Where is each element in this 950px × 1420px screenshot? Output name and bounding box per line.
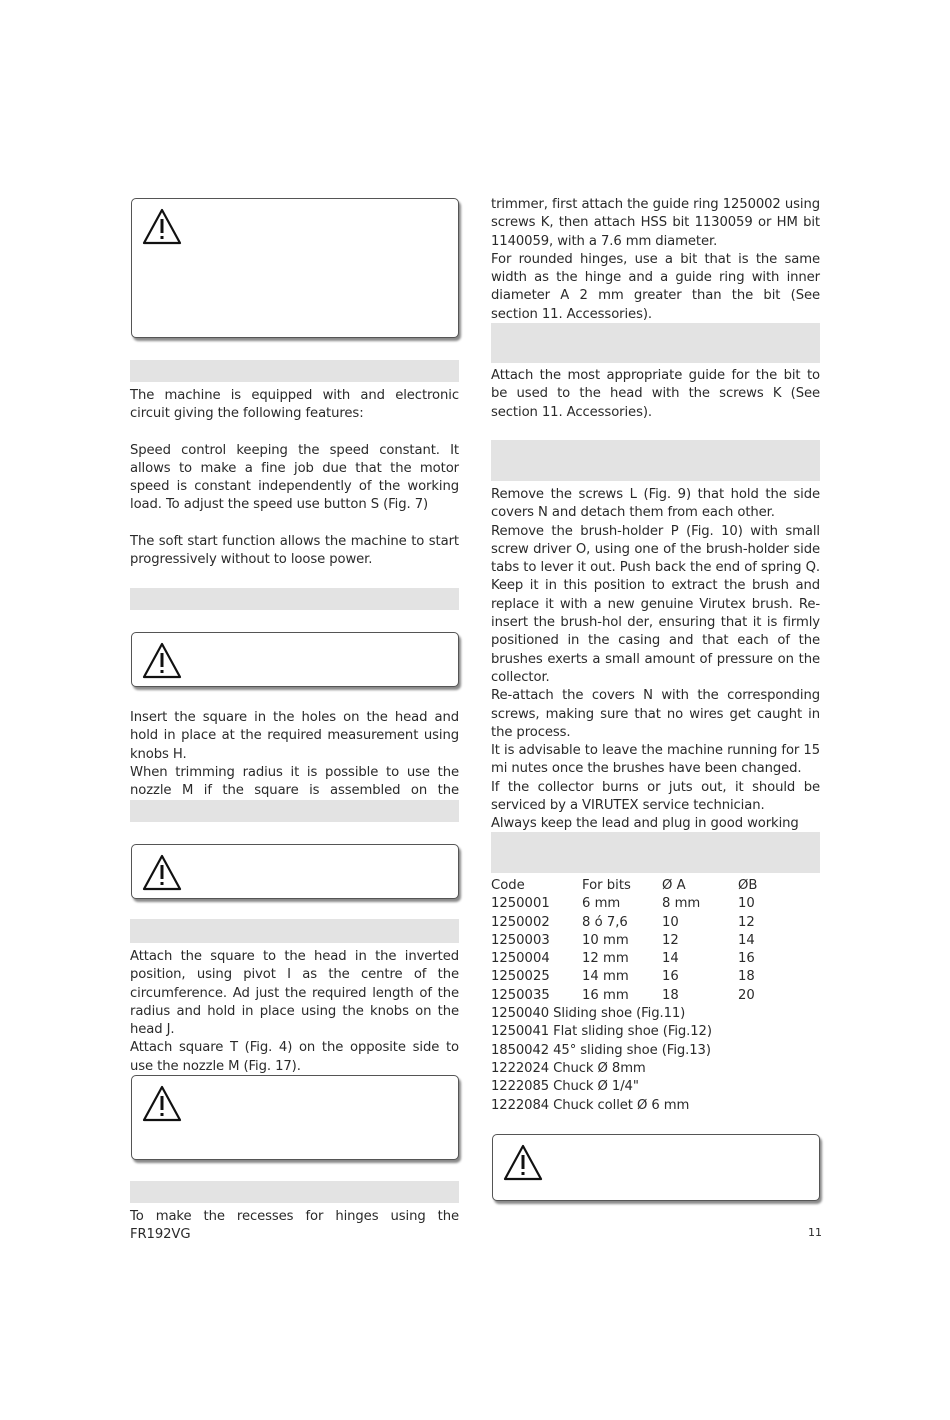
- column-header: Ø A: [662, 878, 686, 893]
- warning-box-4: [131, 1075, 459, 1160]
- table-cell: 16: [662, 969, 679, 985]
- brushes-section: [491, 486, 820, 852]
- accessory-item: 1222085 Chuck Ø 1/4": [491, 1079, 639, 1095]
- paragraph: If the collector burns or juts out, it should be serviced by a VIRUTEX service technician.: [491, 779, 820, 814]
- accessories-table: [491, 877, 778, 1005]
- table-cell: 12: [662, 932, 679, 948]
- paragraph: Re-attach the covers N with the corresponding screws, making sure that no wires get caught in the process.: [491, 688, 820, 740]
- table-cell: 14 mm: [582, 969, 629, 985]
- warning-triangle-icon: [503, 1144, 543, 1182]
- warning-triangle-icon: [142, 208, 182, 246]
- paragraph: For rounded hinges, use a bit that is the same width as the hinge and a guide ring with inner diameter A 2 mm greater than the bit (See section 11. Accessories).: [491, 251, 820, 322]
- section-header-bar-brushes: [491, 440, 820, 481]
- table-cell: 20: [738, 987, 755, 1003]
- paragraph: Attach the square to the head in the inverted position, using pivot I as the centre of the circumference. Ad just the required length of the radius and hold in place using the knobs on the head J.: [130, 949, 459, 1038]
- page-number: 11: [808, 1226, 822, 1239]
- hinges-continued: [491, 196, 820, 324]
- accessory-item: 1222024 Chuck Ø 8mm: [491, 1060, 646, 1076]
- table-row: [491, 968, 778, 986]
- table-cell: 1250002: [491, 914, 550, 930]
- paragraph: Attach square T (Fig. 4) on the opposite side to use the nozzle M (Fig. 17).: [130, 1040, 459, 1074]
- paragraph: Attach the most appropriate guide for the bit to be used to the head with the screws K (See section 11. Accessories).: [491, 368, 820, 420]
- paragraph: When trimming radius it is possible to use the nozzle M if the square is assembled on the: [130, 764, 459, 799]
- guides-section: [491, 367, 820, 422]
- accessories-section: [491, 877, 820, 1115]
- warning-triangle-icon: [142, 1085, 182, 1123]
- table-cell: 1250004: [491, 951, 550, 967]
- table-cell: 1250001: [491, 896, 550, 912]
- table-cell: 16 mm: [582, 987, 629, 1003]
- warning-triangle-icon: [142, 854, 182, 892]
- section-header-bar-electronic: [130, 360, 459, 382]
- section-header-bar-square: [130, 588, 459, 610]
- paragraph: To make the recesses for hinges using the FR192VG: [130, 1209, 459, 1243]
- table-cell: 12: [738, 914, 755, 930]
- table-cell: 12 mm: [582, 951, 629, 967]
- section-header-bar-accessories: [491, 832, 820, 873]
- warning-box-5: [492, 1134, 820, 1201]
- section-header-bar-3: [130, 800, 459, 822]
- paragraph: The soft start function allows the machine to start progressively without to loose power.: [130, 533, 459, 568]
- electronic-section: [130, 387, 459, 569]
- hinges-section: [130, 1208, 459, 1245]
- radius-section: [130, 948, 459, 1076]
- paragraph: Remove the screws L (Fig. 9) that hold the side covers N and detach them from each other.: [491, 487, 820, 521]
- table-row: [491, 950, 778, 968]
- table-cell: 6 mm: [582, 896, 621, 912]
- table-cell: 14: [738, 932, 755, 948]
- paragraph: The machine is equipped with and electronic circuit giving the following features:: [130, 388, 459, 422]
- table-header-row: [491, 877, 778, 895]
- warning-box-3: [131, 844, 459, 899]
- section-header-bar-hinges: [130, 1181, 459, 1203]
- table-cell: 10: [738, 896, 755, 912]
- table-cell: 18: [738, 969, 755, 985]
- paragraph: Insert the square in the holes on the head and hold in place at the required measurement using knobs H.: [130, 710, 459, 762]
- column-header: For bits: [582, 878, 631, 893]
- accessory-item: 1250041 Flat sliding shoe (Fig.12): [491, 1024, 712, 1040]
- table-cell: 1250025: [491, 969, 550, 985]
- accessory-item: 1250040 Sliding shoe (Fig.11): [491, 1006, 686, 1022]
- table-cell: 10 mm: [582, 932, 629, 948]
- table-row: [491, 914, 778, 932]
- table-cell: 8 mm: [662, 896, 701, 912]
- column-header: Code: [491, 878, 525, 893]
- table-cell: 8 ó 7,6: [582, 914, 628, 930]
- section-header-bar-radius: [130, 919, 459, 943]
- table-row: [491, 895, 778, 913]
- table-cell: 14: [662, 951, 679, 967]
- paragraph: trimmer, first attach the guide ring 1250002 using screws K, then attach HSS bit 1130059 or HM bit 1140059, with a 7.6 mm diameter.: [491, 197, 820, 249]
- table-cell: 1250003: [491, 932, 550, 948]
- warning-box-2: [131, 632, 459, 687]
- table-cell: 10: [662, 914, 679, 930]
- paragraph: Speed control keeping the speed constant. It allows to make a fine job due that the motor speed is constant independently of the working load. To adjust the speed use button S (Fig. 7): [130, 442, 459, 513]
- paragraph: It is advisable to leave the machine running for 15 mi nutes once the brushes have been changed.: [491, 743, 820, 777]
- table-row: [491, 932, 778, 950]
- table-cell: 18: [662, 987, 679, 1003]
- table-cell: 16: [738, 951, 755, 967]
- section-header-bar-guides: [491, 323, 820, 363]
- accessory-item: 1222084 Chuck collet Ø 6 mm: [491, 1097, 690, 1113]
- warning-triangle-icon: [142, 642, 182, 680]
- accessory-item: 1850042 45° sliding shoe (Fig.13): [491, 1042, 711, 1058]
- table-cell: 1250035: [491, 987, 550, 1003]
- table-row: [491, 987, 778, 1005]
- column-header: ØB: [738, 878, 758, 893]
- paragraph: Remove the brush-holder P (Fig. 10) with small screw driver O, using one of the brush-holder side tabs to lever it out. Push back the end of spring Q. Keep it in this position to extract the brush and replace it with a new genuine Virutex brush. Re-insert the brush-hol der, ensuring that it is firmly positioned in the casing and that each of the brushes exerts a small amount of pressure on the collector.: [491, 523, 820, 685]
- warning-box-1: [131, 198, 459, 338]
- paragraph: Always keep the lead and plug in good working: [491, 816, 799, 832]
